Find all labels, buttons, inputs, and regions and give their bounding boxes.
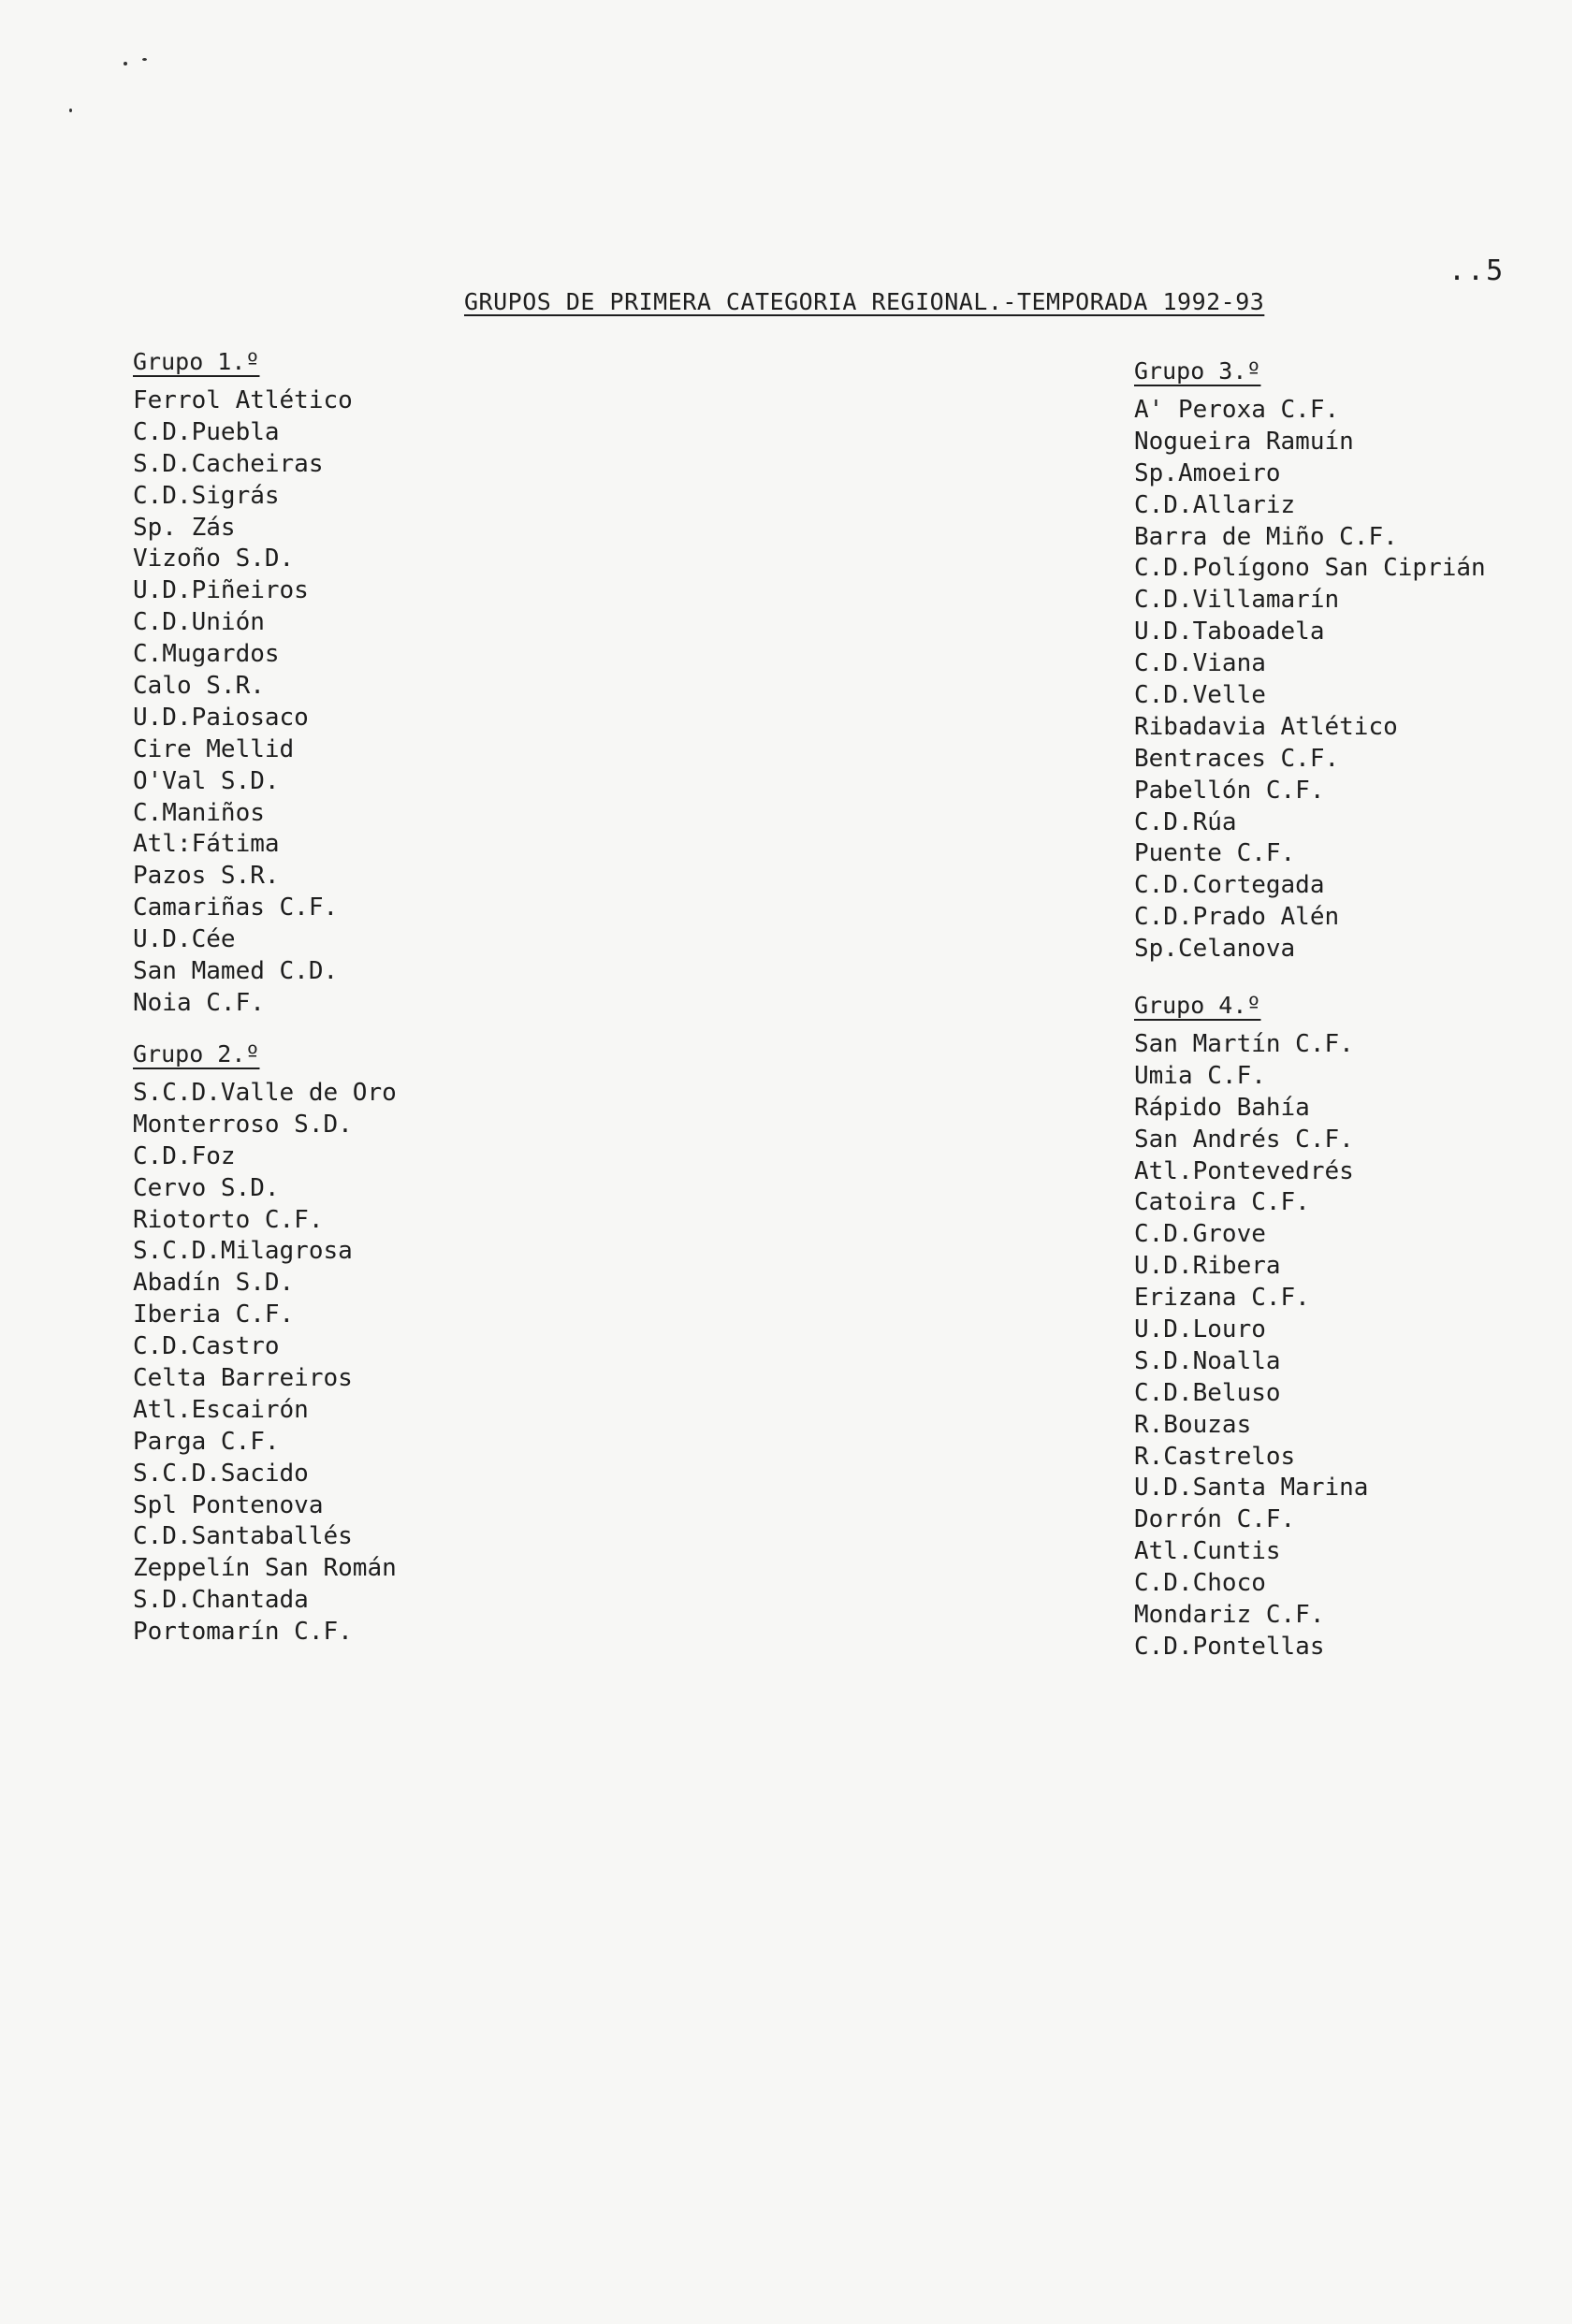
team-name: C.D.Santaballés — [133, 1522, 353, 1551]
team-name: Erizana C.F. — [1134, 1284, 1310, 1313]
team-name: Cire Mellid — [133, 734, 295, 763]
ink-speck — [142, 58, 147, 61]
team-name: Rápido Bahía — [1134, 1093, 1310, 1122]
team-name: C.D.Sigrás — [133, 481, 280, 510]
team-name: C.D.Castro — [133, 1332, 280, 1361]
team-name: Nogueira Ramuín — [1134, 427, 1354, 456]
team-name: San Martín C.F. — [1134, 1030, 1354, 1058]
team-name: Cervo S.D. — [133, 1173, 280, 1202]
team-name: Dorrón C.F. — [1134, 1505, 1296, 1534]
team-name: S.C.D.Valle de Oro — [133, 1079, 397, 1107]
team-name: C.D.Allariz — [1134, 490, 1296, 519]
team-name: C.D.Grove — [1134, 1220, 1266, 1249]
ink-speck — [124, 62, 127, 65]
team-name: Ribadavia Atlético — [1134, 712, 1398, 741]
team-name: Parga C.F. — [133, 1427, 280, 1456]
group-2 — [133, 1039, 397, 1649]
team-list — [133, 1078, 397, 1649]
team-name: C.D.Foz — [133, 1141, 236, 1170]
team-name: Umia C.F. — [1134, 1061, 1266, 1090]
team-name: Abadín S.D. — [133, 1269, 295, 1298]
team-name: Puente C.F. — [1134, 839, 1296, 868]
group-1 — [133, 346, 353, 1020]
team-name: Pazos S.R. — [133, 862, 280, 891]
team-name: Iberia C.F. — [133, 1300, 295, 1329]
team-name: U.D.Taboadela — [1134, 617, 1325, 646]
team-name: U.D.Paiosaco — [133, 703, 309, 732]
group-heading: Grupo 4.º — [1134, 992, 1261, 1019]
team-name: C.D.Pontellas — [1134, 1632, 1325, 1661]
team-name: S.C.D.Milagrosa — [133, 1237, 353, 1266]
team-name: S.D.Cacheiras — [133, 449, 324, 478]
team-name: C.D.Prado Alén — [1134, 903, 1340, 932]
team-name: Catoira C.F. — [1134, 1188, 1310, 1217]
team-name: Barra de Miño C.F. — [1134, 522, 1398, 551]
team-name: C.D.Polígono San Ciprián — [1134, 554, 1486, 583]
team-name: C.D.Beluso — [1134, 1378, 1281, 1407]
team-name: San Andrés C.F. — [1134, 1125, 1354, 1154]
team-name: U.D.Cée — [133, 925, 236, 954]
team-name: C.D.Unión — [133, 608, 265, 637]
team-name: Atl:Fátima — [133, 830, 280, 859]
team-name: C.D.Velle — [1134, 681, 1266, 710]
team-name: U.D.Piñeiros — [133, 576, 309, 605]
team-name: Atl.Escairón — [133, 1395, 309, 1424]
team-name: C.D.Choco — [1134, 1569, 1266, 1598]
group-4 — [1134, 990, 1368, 1663]
team-name: C.D.Villamarín — [1134, 586, 1340, 615]
team-name: U.D.Louro — [1134, 1315, 1266, 1344]
team-name: Pabellón C.F. — [1134, 776, 1325, 805]
team-list — [133, 385, 353, 1020]
team-name: C.Mugardos — [133, 640, 280, 669]
team-name: Mondariz C.F. — [1134, 1601, 1325, 1630]
team-name: A' Peroxa C.F. — [1134, 396, 1340, 424]
team-name: Monterroso S.D. — [133, 1110, 353, 1139]
team-name: Calo S.R. — [133, 672, 265, 701]
team-name: C.D.Viana — [1134, 649, 1266, 678]
team-name: Sp. Zás — [133, 513, 236, 542]
team-name: C.D.Rúa — [1134, 807, 1237, 836]
team-name: San Mamed C.D. — [133, 957, 339, 986]
team-name: Portomarín C.F. — [133, 1618, 353, 1647]
team-name: O'Val S.D. — [133, 766, 280, 795]
ink-speck — [69, 109, 72, 112]
group-heading: Grupo 3.º — [1134, 357, 1261, 385]
team-name: Sp.Celanova — [1134, 935, 1296, 964]
team-name: C.D.Puebla — [133, 417, 280, 446]
group-heading: Grupo 1.º — [133, 348, 260, 375]
team-name: Ferrol Atlético — [133, 386, 353, 414]
team-list — [1134, 1029, 1368, 1663]
team-name: Atl.Pontevedrés — [1134, 1156, 1354, 1185]
document-title: GRUPOS DE PRIMERA CATEGORIA REGIONAL.-TEMPORADA 1992-93 — [464, 288, 1265, 315]
team-name: S.D.Chantada — [133, 1586, 309, 1615]
team-name: Zeppelín San Román — [133, 1554, 397, 1583]
team-name: Sp.Amoeiro — [1134, 458, 1281, 487]
team-name: Noia C.F. — [133, 988, 265, 1017]
team-name: R.Castrelos — [1134, 1442, 1296, 1471]
team-name: Camariñas C.F. — [133, 893, 339, 922]
team-name: Spl Pontenova — [133, 1490, 324, 1519]
team-name: Atl.Cuntis — [1134, 1537, 1281, 1566]
team-name: C.Maniños — [133, 798, 265, 827]
team-name: Vizoño S.D. — [133, 545, 295, 574]
team-name: S.C.D.Sacido — [133, 1459, 309, 1488]
team-name: U.D.Santa Marina — [1134, 1474, 1369, 1503]
team-name: C.D.Cortegada — [1134, 871, 1325, 900]
group-3 — [1134, 356, 1486, 966]
page-number: ..5 — [1448, 254, 1506, 287]
team-name: R.Bouzas — [1134, 1410, 1252, 1439]
group-heading: Grupo 2.º — [133, 1040, 260, 1068]
team-name: S.D.Noalla — [1134, 1346, 1281, 1375]
team-name: Riotorto C.F. — [133, 1205, 324, 1234]
team-name: Bentraces C.F. — [1134, 744, 1340, 773]
team-name: Celta Barreiros — [133, 1364, 353, 1393]
team-name: U.D.Ribera — [1134, 1252, 1281, 1281]
team-list — [1134, 395, 1486, 966]
